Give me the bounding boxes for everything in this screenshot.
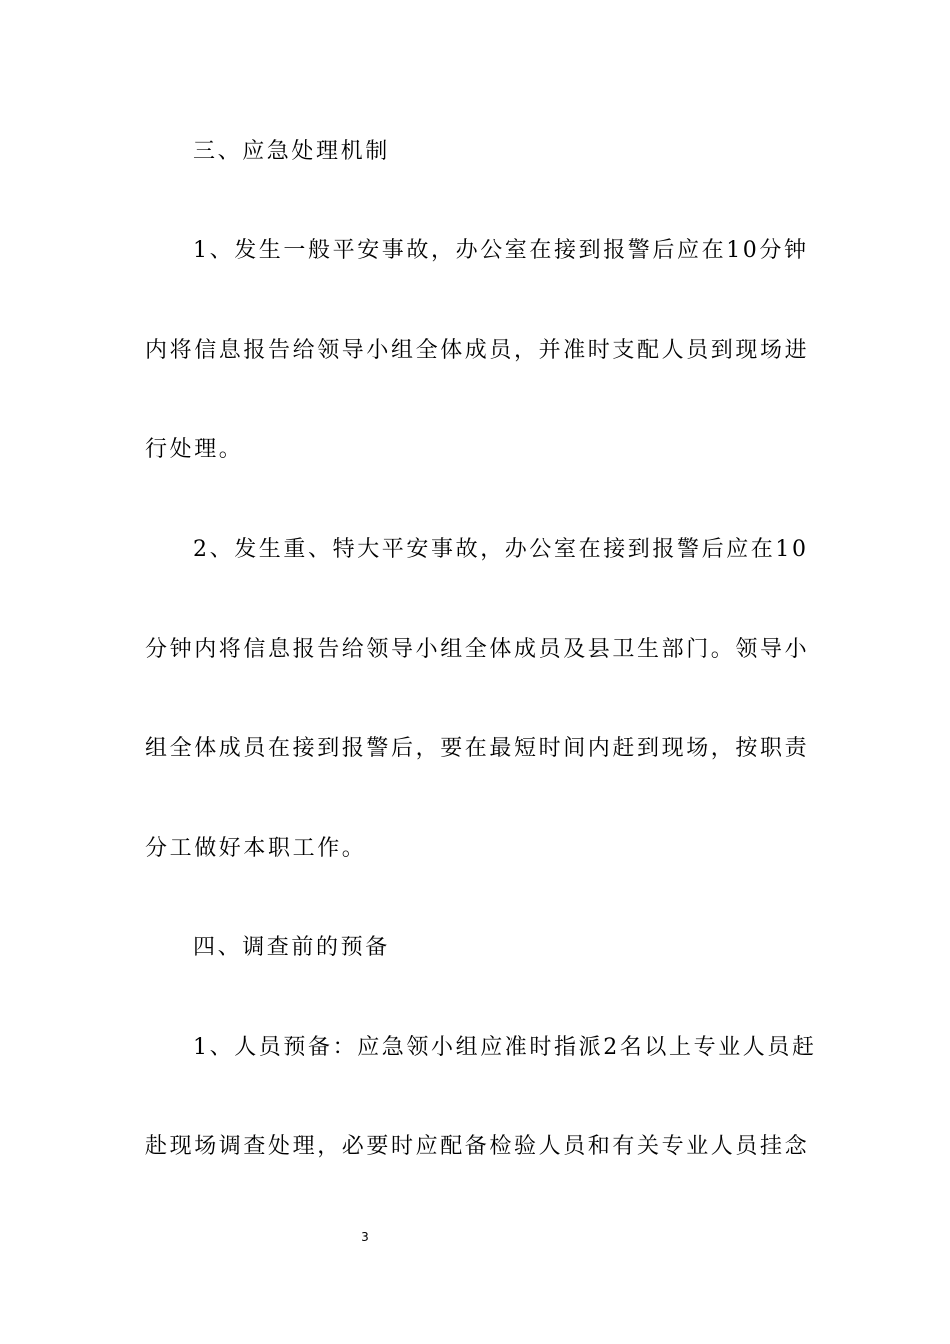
page-number: 3	[361, 1230, 369, 1244]
section-heading-investigation-prep: 四、调查前的预备	[193, 935, 390, 960]
paragraph-line: 分钟内将信息报告给领导小组全体成员及县卫生部门。领导小	[145, 637, 810, 662]
paragraph-line: 行处理。	[145, 437, 244, 462]
paragraph-line: 1、发生一般平安事故，办公室在接到报警后应在10分钟	[193, 238, 809, 263]
paragraph-line: 组全体成员在接到报警后，要在最短时间内赶到现场，按职责	[145, 736, 810, 761]
section-heading-emergency-mechanism: 三、应急处理机制	[193, 139, 390, 164]
paragraph-line: 赴现场调查处理，必要时应配备检验人员和有关专业人员挂念	[145, 1134, 810, 1159]
paragraph-line: 1、人员预备：应急领小组应准时指派2名以上专业人员赶	[193, 1035, 817, 1060]
paragraph-line: 分工做好本职工作。	[145, 836, 367, 861]
paragraph-line: 2、发生重、特大平安事故，办公室在接到报警后应在10	[193, 537, 809, 562]
paragraph-line: 内将信息报告给领导小组全体成员，并准时支配人员到现场进	[145, 338, 810, 363]
